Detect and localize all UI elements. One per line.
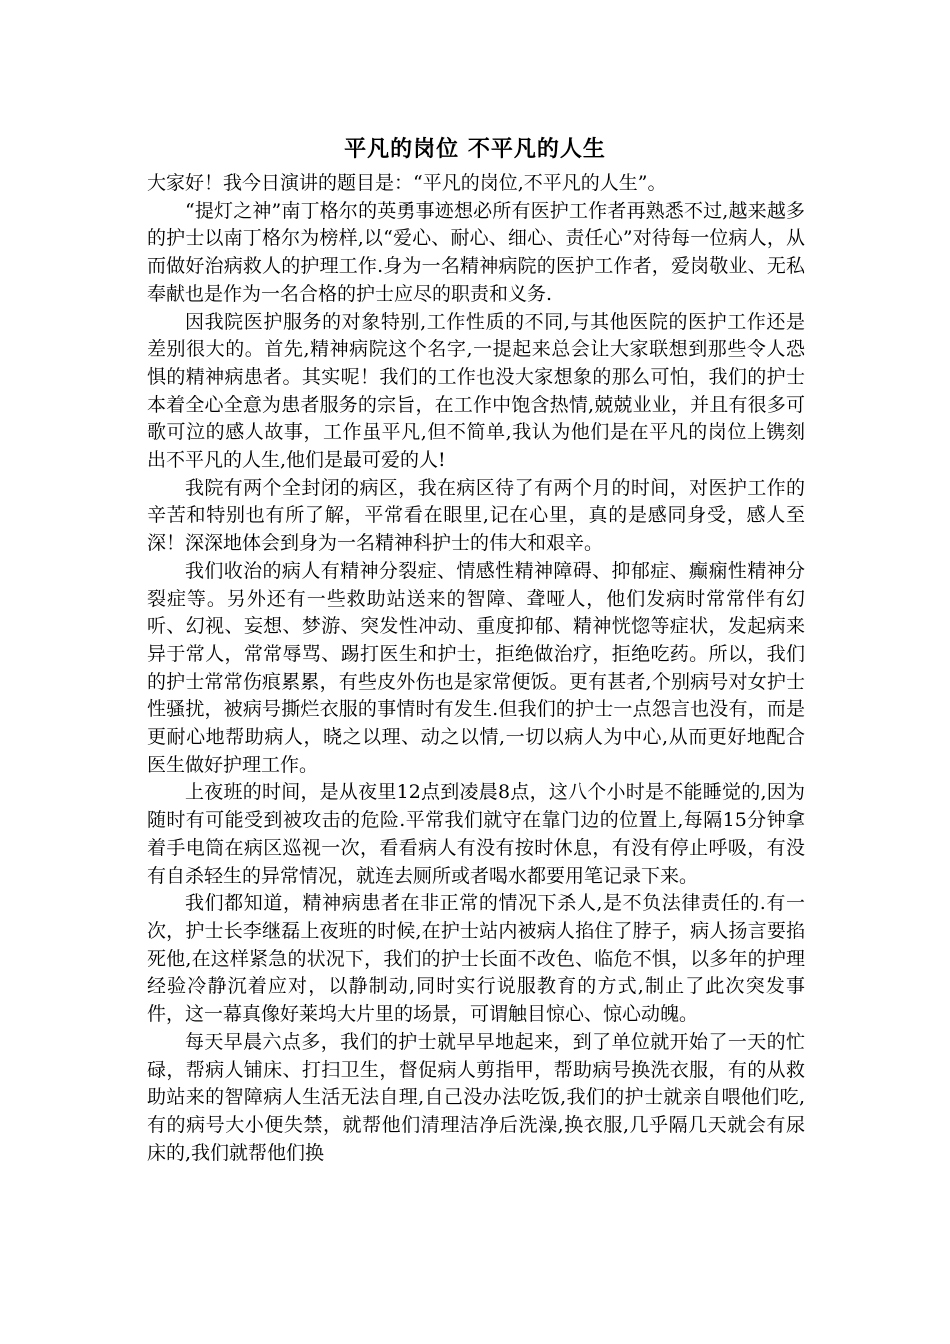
paragraph-closed-wards: 我院有两个全封闭的病区，我在病区待了有两个月的时间，对医护工作的辛苦和特别也有所了解，平常看在眼里,记在心里，真的是感同身受，感人至深！深深地体会到身为一名精神科护士的伟大和艰辛。 [147, 476, 805, 555]
paragraph-head-nurse: 我们都知道，精神病患者在非正常的情况下杀人,是不负法律责任的.有一次，护士长李继磊上夜班的时候,在护士站内被病人掐住了脖子，病人扬言要掐死他,在这样紧急的状况下，我们的护士长面不改色、临危不惧，以多年的护理经验冷静沉着应对，以静制动,同时实行说服教育的方式,制止了此次突发事件，这一幕真像好莱坞大片里的场景，可谓触目惊心、惊心动魄。 [147, 892, 805, 1026]
document-title: 平凡的岗位 不平凡的人生 [344, 137, 606, 162]
paragraph-patients: 我们收治的病人有精神分裂症、情感性精神障碍、抑郁症、癫痫性精神分裂症等。另外还有一些救助站送来的智障、聋哑人，他们发病时常常伴有幻听、幻视、妄想、梦游、突发性冲动、重度抑郁、精神恍惚等症状，发起病来异于常人，常常辱骂、踢打医生和护士，拒绝做治疗，拒绝吃药。所以，我们的护士常常伤痕累累，有些皮外伤也是家常便饭。更有甚者,个别病号对女护士性骚扰，被病号撕烂衣服的事情时有发生.但我们的护士一点怨言也没有，而是更耐心地帮助病人，晓之以理、动之以情,一切以病人为中心,从而更好地配合医生做好护理工作。 [147, 559, 805, 776]
document-body [147, 170, 805, 1167]
paragraph-night-shift: 上夜班的时间，是从夜里12点到凌晨8点，这八个小时是不能睡觉的,因为随时有可能受到被攻击的危险.平常我们就守在靠门边的位置上,每隔15分钟拿着手电筒在病区巡视一次，看看病人有没有按时休息，有没有停止呼吸，有没有自杀轻生的异常情况，就连去厕所或者喝水都要用笔记录下来。 [147, 781, 805, 887]
paragraph-morning-routine: 每天早晨六点多，我们的护士就早早地起来，到了单位就开始了一天的忙碌，帮病人铺床、打扫卫生，督促病人剪指甲，帮助病号换洗衣服，有的从救助站来的智障病人生活无法自理,自己没办法吃饭,我们的护士就亲自喂他们吃,有的病号大小便失禁，就帮他们清理洁净后洗澡,换衣服,几乎隔几天就会有尿床的,我们就帮他们换 [147, 1030, 805, 1164]
paragraph-greeting: 大家好！我今日演讲的题目是：“平凡的岗位,不平凡的人生”。 [147, 172, 667, 194]
paragraph-hospital-nature: 因我院医护服务的对象特别,工作性质的不同,与其他医院的医护工作还是差别很大的。首先,精神病院这个名字,一提起来总会让大家联想到那些令人恐惧的精神病患者。其实呢！我们的工作也没大家想象的那么可怕，我们的护士本着全心全意为患者服务的宗旨，在工作中饱含热情,兢兢业业，并且有很多可歌可泣的感人故事，工作虽平凡,但不简单,我认为他们是在平凡的岗位上镌刻出不平凡的人生,他们是最可爱的人! [147, 310, 805, 472]
paragraph-nightingale: “提灯之神”南丁格尔的英勇事迹想必所有医护工作者再熟悉不过,越来越多的护士以南丁格尔为榜样,以“爱心、耐心、细心、责任心”对待每一位病人，从而做好治病救人的护理工作.身为一名精神病院的医护工作者，爱岗敬业、无私奉献也是作为一名合格的护士应尽的职责和义务. [147, 199, 805, 305]
